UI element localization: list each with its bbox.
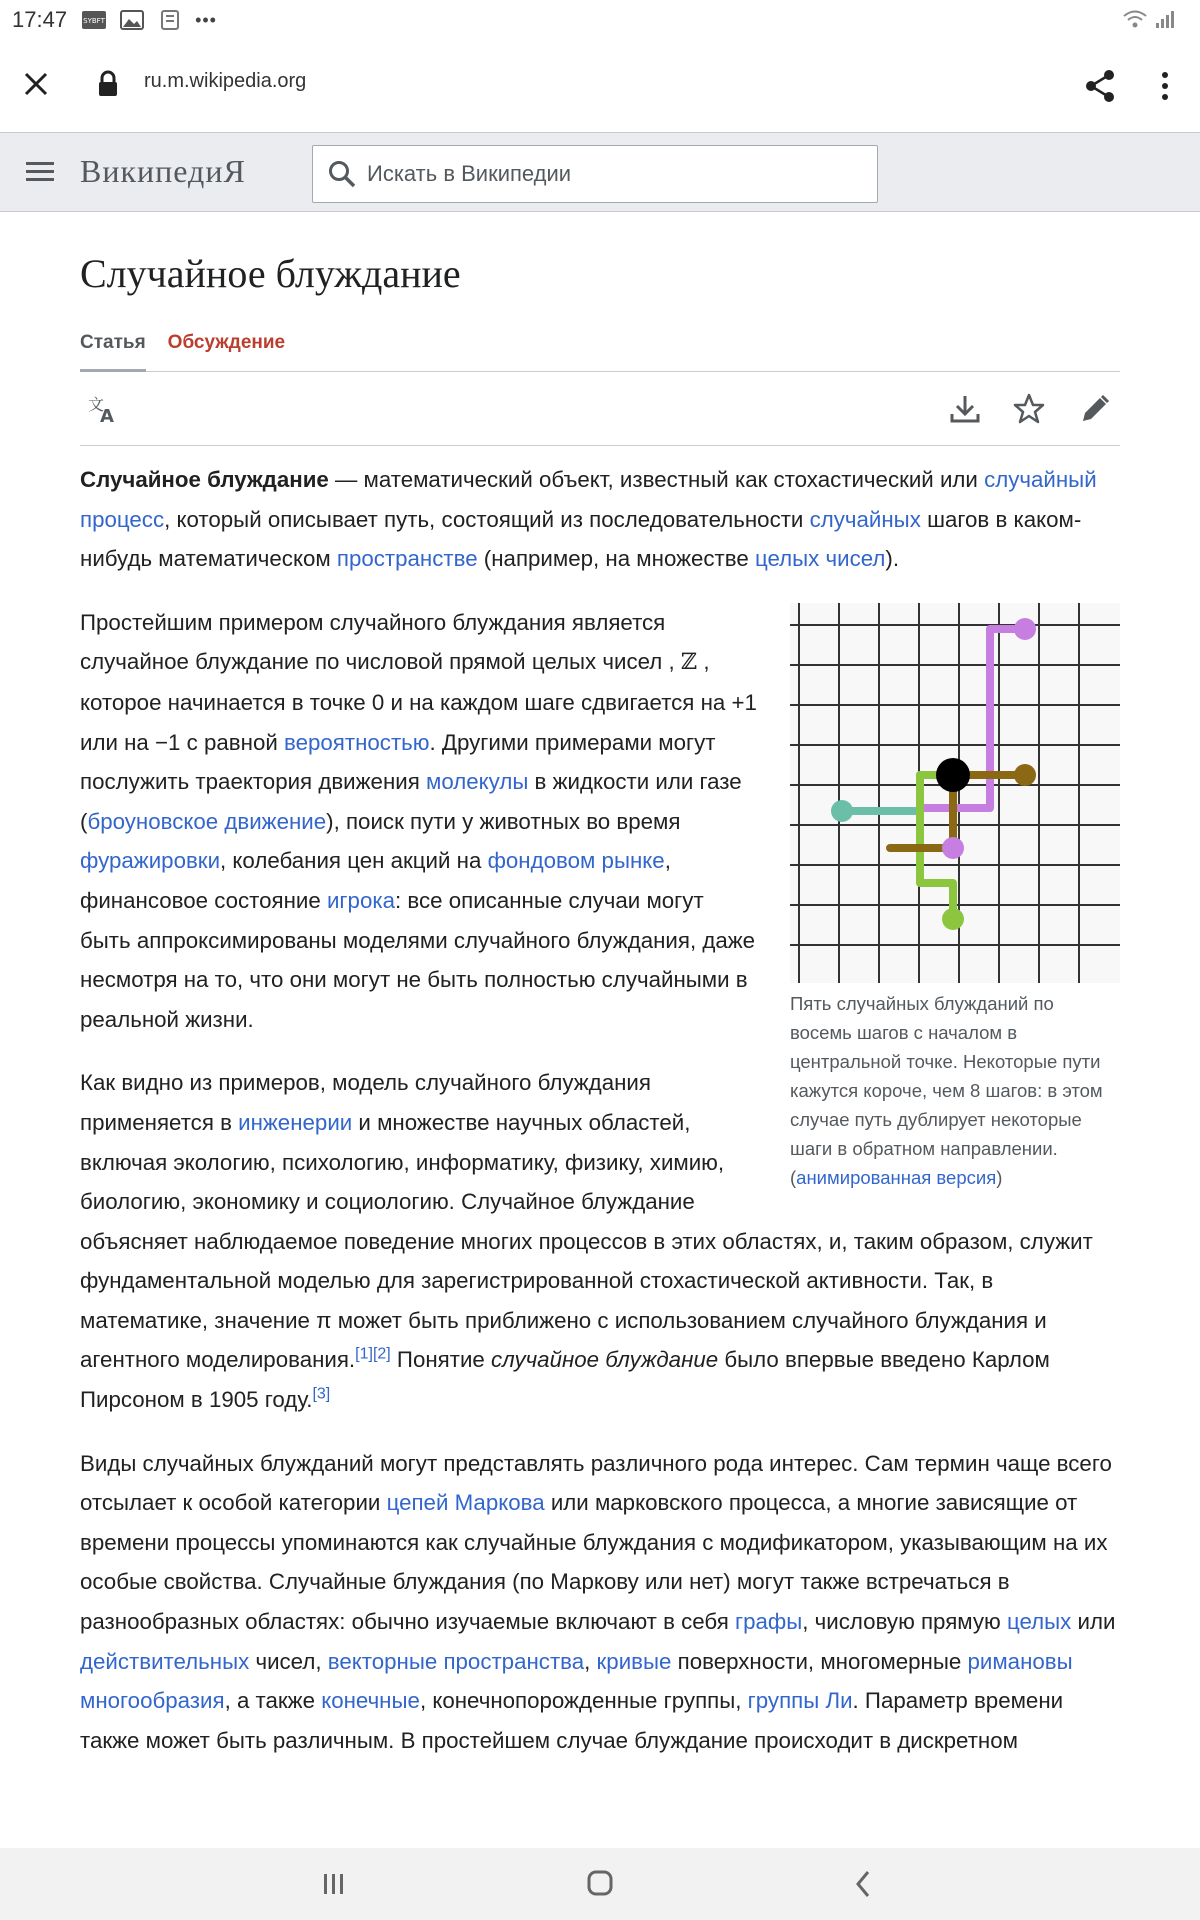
link-space[interactable]: пространстве [336,546,478,572]
link-lie-groups[interactable]: группы Ли [747,1688,853,1714]
caption-end: ) [996,1166,1003,1188]
text: Простейшим примером случайного блуждания является случайное блуждание по числовой прямой целых чисел , [80,609,681,675]
close-icon [24,72,48,96]
text: : все описанные случаи могут быть аппроксимированы моделями случайного блуждания, даже несмотря на то, что они могут не быть полностью случайными в реальной жизни. [80,887,756,1032]
browser-menu-button[interactable] [1150,66,1180,106]
text: или [1071,1609,1116,1635]
text: ), поиск пути у животных во время [326,808,681,834]
random-walk-figure [790,603,1120,1192]
share-icon [1080,66,1120,106]
svg-text:SYBFT: SYBFT [83,17,105,25]
image-icon [119,9,145,31]
olive-endpoint [1014,764,1036,786]
green-endpoint [942,908,964,930]
sbs-icon [81,9,107,31]
search-box[interactable] [312,145,878,203]
status-time: 17:47 [12,7,68,32]
status-right [1122,8,1176,30]
types-paragraph [80,1444,1120,1761]
url-text[interactable]: ru.m.wikipedia.org [144,70,307,92]
purple-midpoint [942,837,964,859]
link-markov-chains[interactable]: цепей Маркова [386,1490,545,1516]
text: в жидкости или газе ( [80,769,742,834]
svg-text:A: A [100,406,114,426]
link-stock-market[interactable]: фондовом рынке [487,848,665,874]
search-icon [327,159,357,189]
link-gambler[interactable]: игрока [326,887,396,913]
paragraph-with-figure [80,603,1120,1420]
text: Понятие [390,1347,492,1373]
share-button[interactable] [1080,66,1120,106]
text: ). [885,546,900,572]
link-integers-2[interactable]: целых [1006,1609,1072,1635]
system-navigation-bar [0,1848,1200,1920]
link-integers[interactable]: целых чисел [754,546,886,572]
random-walk-image[interactable] [790,603,1120,983]
intro-paragraph [80,460,1120,579]
origin-point [936,758,970,792]
link-finite[interactable]: конечные [321,1688,420,1714]
tab-talk[interactable]: Обсуждение [167,332,286,353]
more-dots-icon: ••• [195,9,217,30]
page-title: Случайное блуждание [80,251,461,296]
clipboard-icon [157,9,183,31]
main-menu-button[interactable] [24,157,56,187]
lock-icon [96,70,120,98]
text: , числовую прямую [802,1609,1007,1635]
text: , а также [224,1688,322,1714]
home-button[interactable] [580,1866,620,1902]
hamburger-icon [24,157,56,187]
link-foraging[interactable]: фуражировки [80,848,221,874]
text: Виды случайных блужданий могут представлять различного рода интерес. Сам термин чаще всего отсылает к особой категории [80,1450,1112,1516]
back-button[interactable] [844,1866,884,1902]
link-graphs[interactable]: графы [734,1609,803,1635]
link-molecule[interactable]: молекулы [426,769,529,795]
text: (например, на множестве [477,546,755,572]
text: , конечнопорожденные группы, [419,1688,748,1714]
caption-text: Пять случайных блужданий по восемь шагов с началом в центральной точке. Некоторые пути кажутся короче, чем 8 шагов: в этом случае путь дублирует некоторые шаги в обратном направлении. ( [790,992,1103,1188]
article-tabs [80,320,1120,372]
link-random[interactable]: случайных [809,506,921,532]
italic-term: случайное блуждание [491,1347,719,1373]
text: . Параметр времени также может быть различным. В простейшем случае блуждание происходит в дискретном [80,1688,1064,1753]
wikipedia-logo[interactable]: ВикипедиЯ [80,153,246,189]
signal-icon [1154,8,1176,30]
vertical-dots-icon [1150,66,1180,106]
recent-apps-button[interactable] [314,1866,354,1902]
text: . Другими примерами могут послужить траектория движения [80,729,716,795]
text: , колебания цен акций на [220,848,488,874]
text: , который описывает путь, состоящий из последовательности [164,506,810,532]
wifi-icon [1122,8,1148,30]
link-brownian-motion[interactable]: броуновское движение [87,808,327,834]
text: — математический объект, известный как стохастический или [328,467,985,492]
bold-term: Случайное блуждание [80,467,329,492]
link-animated-version[interactable]: анимированная версия [796,1166,997,1188]
search-input[interactable] [367,161,847,187]
reference-2[interactable]: [2] [372,1346,391,1364]
text: , которое начинается в точке 0 и на каждом шаге сдвигается на +1 или на −1 с равной [80,649,757,755]
text: Как видно из примеров, модель случайного блуждания применяется в [80,1070,651,1135]
text: поверхности, многомерные [671,1648,968,1674]
wiki-header [0,132,1200,212]
text: или марковского процесса, а многие зависящие от времени процессы упоминаются как случайные блуждания с модификатором, указывающим на их особые свойства. Случайные блуждания (по Маркову или нет) могут также встречаться в разнообразных областях: обычно изучаемые включают в себя [80,1490,1108,1635]
reference-3[interactable]: [3] [312,1385,331,1403]
link-engineering[interactable]: инженерии [238,1109,353,1135]
language-icon[interactable] [86,392,120,426]
purple-endpoint [1014,618,1036,640]
text: , финансовое состояние [80,848,671,913]
link-reals[interactable]: действительных [80,1648,250,1674]
link-probability[interactable]: вероятностью [284,729,430,755]
link-curves[interactable]: кривые [596,1648,672,1674]
reference-1[interactable]: [1] [355,1346,373,1364]
link-vector-spaces[interactable]: векторные пространства [327,1648,585,1674]
teal-endpoint [831,800,853,822]
figure-caption [790,989,1120,1192]
text: шагов в каком-нибудь математическом [80,506,1082,572]
text: было впервые введено Карлом Пирсоном в 1905 году. [80,1347,1050,1413]
integers-symbol: ℤ [680,649,698,676]
edit-pencil-icon[interactable] [1078,392,1112,426]
page-actions-toolbar [80,372,1120,446]
link-random-process[interactable]: случайный процесс [80,467,1097,532]
status-bar [0,0,1200,40]
text: , [584,1648,597,1674]
article-content [80,212,1120,1760]
text: и множестве научных областей, включая экологию, психологию, информатику, физику, химию, биологию, экономику и социологию. Случайное блуждание объясняет наблюдаемое поведение многих процессов в этих областях, и, таким образом, служит фундаментальной моделью для зарегистрированной стохастической активности. Так, в математике, значение π может быть приближено с использованием случайного блуждания и агентного моделирования. [80,1109,1093,1373]
browser-bar [0,40,1200,132]
tab-article[interactable]: Статья [80,320,146,372]
watch-star-icon[interactable] [1012,392,1046,426]
download-icon[interactable] [948,392,982,426]
close-tab-button[interactable] [18,66,54,102]
svg-text:文: 文 [88,395,105,414]
text: чисел, [249,1648,328,1674]
link-riemannian-manifolds[interactable]: римановы многообразия [80,1648,1073,1714]
